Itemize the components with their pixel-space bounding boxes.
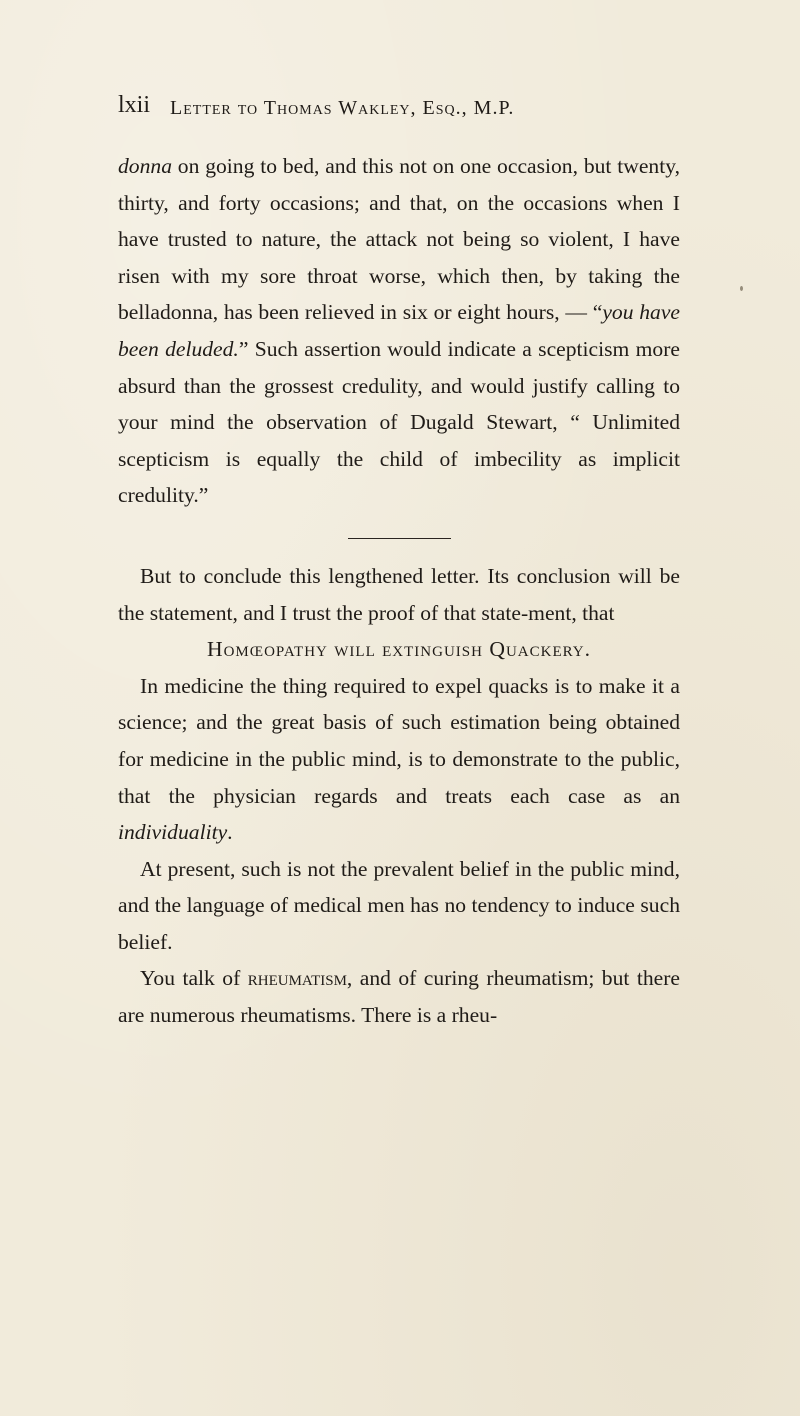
- italic-word: individuality: [118, 820, 228, 845]
- paper-speck: [740, 286, 743, 291]
- italic-word: donna: [118, 154, 172, 178]
- paragraph-medicine: [118, 668, 680, 851]
- section-divider: [348, 538, 451, 539]
- text-run: ” Such assertion would indicate a scepticism more absurd than the grossest credulity, and would justify calling to your mind the observation of Dugald Stewart, “ Unlimited scepticism is equally the child of imbecility as implicit credulity.”: [118, 336, 680, 508]
- running-head: Letter to Thomas Wakley, Esq., M.P.: [170, 97, 515, 119]
- paragraph-present: At present, such is not the prevalent belief in the public mind, and the language of medical men has no tendency to induce such belief.: [118, 856, 680, 954]
- paragraph-continued: [118, 148, 680, 514]
- paragraph-conclusion: But to conclude this lengthened letter. Its conclusion will be the statement, and I trust the proof of that state-ment, that: [118, 563, 680, 625]
- text-run: In medicine the thing required to expel quacks is to make it a science; and the great basis of such estimation being obtained for medicine in the public mind, is to demonstrate to the public, that the physician regards and treats each case as an: [118, 673, 680, 808]
- text-run: .: [227, 820, 233, 845]
- small-caps-word: rheumatism: [247, 966, 347, 991]
- text-run: , and of curing rheumatism; but there are numerous rheumatisms. There is a rheu-: [118, 966, 680, 1028]
- body-text: [118, 148, 680, 1034]
- text-run: on going to bed, and this not on one occasion, but twenty, thirty, and forty occasions; and that, on the occasions when I have trusted to nature, the attack not being so violent, I have risen with my sore throat worse, which then, by taking the belladonna, has been relieved in six or eight hours, — “: [118, 154, 680, 325]
- paragraph-rheumatism: [118, 960, 680, 1033]
- page-header: [118, 92, 680, 122]
- text-run: You talk of: [140, 966, 248, 991]
- page-number: lxii: [118, 92, 151, 118]
- italic-quote: you have been deluded.: [118, 300, 680, 361]
- section-heading: Homœopathy will extinguish Quackery.: [206, 637, 592, 662]
